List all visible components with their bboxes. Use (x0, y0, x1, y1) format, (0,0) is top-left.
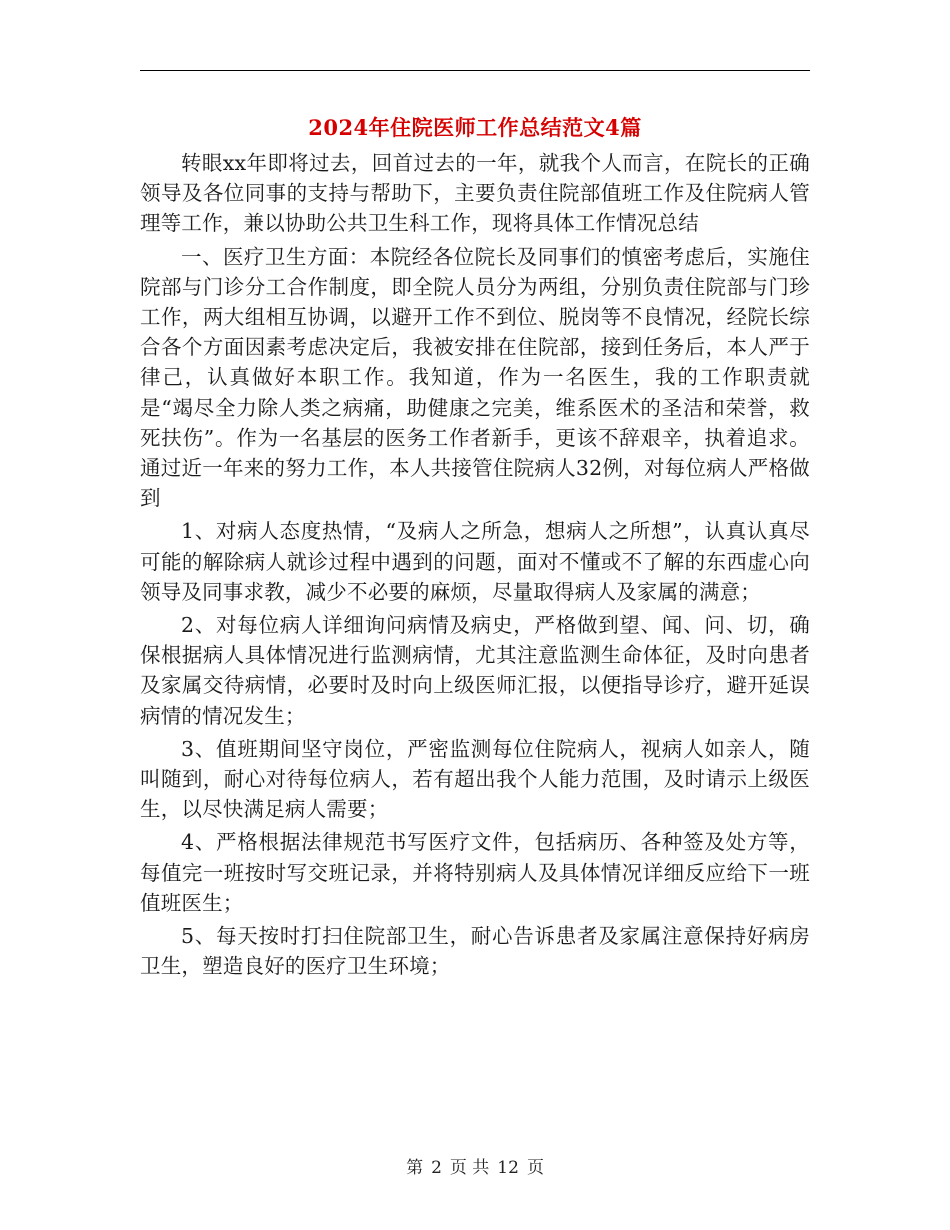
footer-suffix: 页 (526, 1158, 544, 1178)
footer-middle: 页 共 (449, 1158, 490, 1178)
footer-page-number: 2 (431, 1158, 442, 1178)
paragraph-item-5: 5、每天按时打扫住院部卫生，耐心告诉患者及家属注意保持好病房卫生，塑造良好的医疗卫生环境； (140, 924, 810, 979)
page-footer (0, 1153, 950, 1178)
paragraph-item-1: 1、对病人态度热情，“及病人之所急，想病人之所想”，认真认真尽可能的解除病人就诊过程中遇到的问题，面对不懂或不了解的东西虚心向领导及同事求教，减少不必要的麻烦，尽量取得病人及家属的满意； (140, 519, 810, 604)
document-body (140, 148, 810, 984)
paragraph-item-3: 3、值班期间坚守岗位，严密监测每位住院病人，视病人如亲人，随叫随到，耐心对待每位病人，若有超出我个人能力范围，及时请示上级医生，以尽快满足病人需要； (140, 736, 810, 822)
paragraph-item-2: 2、对每位病人详细询问病情及病史，严格做到望、闻、问、切，确保根据病人具体情况进行监测病情，尤其注意监测生命体征，及时向患者及家属交待病情，必要时及时向上级医师汇报，以便指导诊疗，避开延误病情的情况发生； (140, 613, 810, 728)
paragraph-intro: 转眼xx年即将过去，回首过去的一年，就我个人而言，在院长的正确领导及各位同事的支持与帮助下，主要负责住院部值班工作及住院病人管理等工作，兼以协助公共卫生科工作，现将具体工作情况总结 (140, 151, 810, 236)
footer-total-pages: 12 (497, 1158, 519, 1178)
paragraph-item-4: 4、严格根据法律规范书写医疗文件，包括病历、各种签及处方等，每值完一班按时写交班记录，并将特别病人及具体情况详细反应给下一班值班医生； (140, 830, 810, 915)
header-rule (140, 70, 810, 71)
footer-prefix: 第 (406, 1158, 424, 1178)
paragraph-section-1: 一、医疗卫生方面：本院经各位院长及同事们的慎密考虑后，实施住院部与门诊分工合作制度，即全院人员分为两组，分别负责住院部与门珍工作，两大组相互协调，以避开工作不到位、脱岗等不良情况，经院长综合各个方面因素考虑决定后，我被安排在住院部，接到任务后，本人严于律己，认真做好本职工作。我知道，作为一名医生，我的工作职责就是“竭尽全力除人类之病痛，助健康之完美，维系医术的圣洁和荣誉，救死扶伤”。作为一名基层的医务工作者新手，更该不辞艰辛，执着追求。通过近一年来的努力工作，本人共接管住院病人32例，对每位病人严格做到 (140, 244, 810, 511)
document-title: 2024年住院医师工作总结范文4篇 (308, 115, 642, 140)
